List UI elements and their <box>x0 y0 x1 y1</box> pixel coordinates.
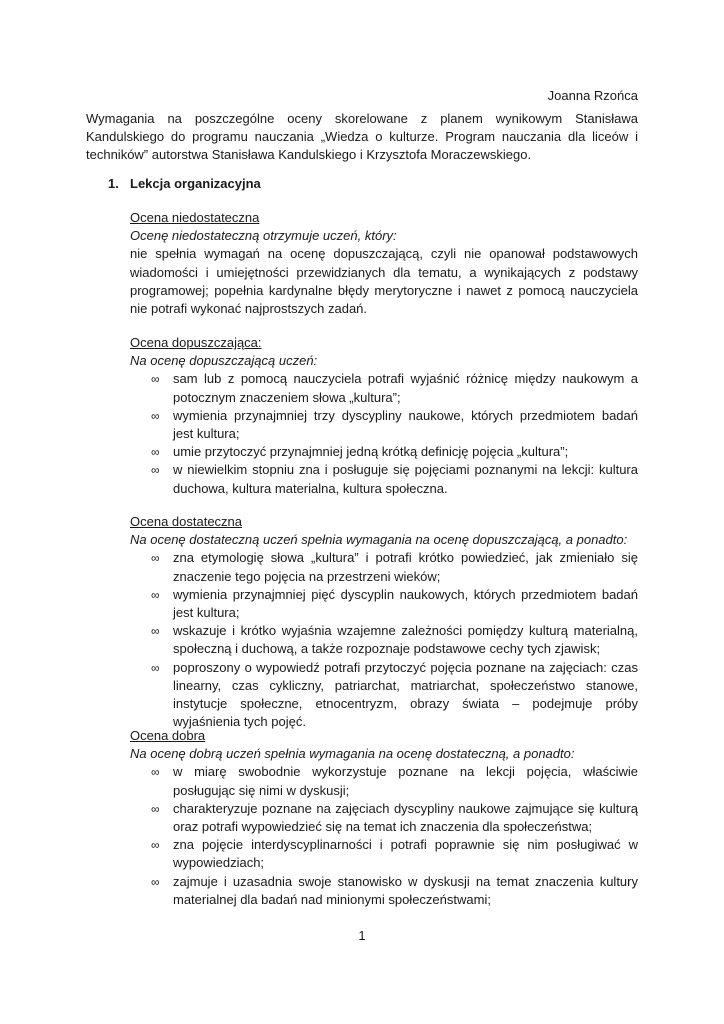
section-heading <box>108 175 261 193</box>
list-item <box>130 443 638 461</box>
infinity-bullet-icon: ∞ <box>151 838 160 853</box>
list-item <box>130 659 638 732</box>
infinity-bullet-icon: ∞ <box>151 408 160 423</box>
list-item-text: zna pojęcie interdyscyplinarności i potrafi poprawnie się nim posługiwać w wypowiedziach; <box>173 837 638 871</box>
grade-heading: Ocena niedostateczna <box>130 210 260 225</box>
grade-lead: Na ocenę dopuszczającą uczeń: <box>130 353 318 369</box>
infinity-bullet-icon: ∞ <box>151 445 160 460</box>
grade-lead: Ocenę niedostateczną otrzymuje uczeń, który: <box>130 228 397 244</box>
grade-heading: Ocena dobra <box>130 728 206 743</box>
list-item <box>130 370 638 406</box>
infinity-bullet-icon: ∞ <box>151 765 160 780</box>
infinity-bullet-icon: ∞ <box>151 874 160 889</box>
grade-block-sufficient <box>130 334 638 498</box>
list-item <box>130 836 638 872</box>
grade-heading: Ocena dopuszczająca: <box>130 335 262 350</box>
list-item-text: wskazuje i krótko wyjaśnia wzajemne zależności pomiędzy kulturą materialną, społeczną i duchową, a także rozpoznaje podstawowe cechy tych zjawisk; <box>173 623 638 657</box>
list-item <box>130 622 638 658</box>
infinity-bullet-icon: ∞ <box>151 587 160 602</box>
grade-heading: Ocena dostateczna <box>130 514 243 529</box>
infinity-bullet-icon: ∞ <box>151 551 160 566</box>
author-name: Joanna Rzońca <box>547 88 638 103</box>
list-item-text: poproszony o wypowiedź potrafi przytoczyć pojęcia poznane na zajęciach: czas linearny, czas cykliczny, patriarchat, matriarchat, społeczeństwo stanowe, instytucje społeczne, etnocentryzm, obrazy świata – podejmuje próby wyjaśnienia tych pojęć. <box>173 659 638 730</box>
list-item-text: w miarę swobodnie wykorzystuje poznane na lekcji pojęcia, właściwie posługując się nimi w dyskusji; <box>173 764 638 798</box>
grade-block-good <box>130 727 638 909</box>
list-item <box>130 461 638 497</box>
infinity-bullet-icon: ∞ <box>151 463 160 478</box>
grade-block-insufficient <box>130 209 638 318</box>
grade-lead: Na ocenę dobrą uczeń spełnia wymagania na ocenę dostateczną, a ponadto: <box>130 746 575 762</box>
list-item-text: umie przytoczyć przynajmniej jedną krótką definicję pojęcia „kultura”; <box>173 444 569 460</box>
criteria-list <box>130 763 638 909</box>
section-title: Lekcja organizacyjna <box>130 176 261 191</box>
grade-block-satisfactory <box>130 513 638 731</box>
list-item <box>130 549 638 585</box>
criteria-list <box>130 370 638 497</box>
list-item-text: zajmuje i uzasadnia swoje stanowisko w dyskusji na temat znaczenia kultury materialnej dla badań nad minionymi społeczeństwami; <box>173 873 638 907</box>
list-item-text: wymienia przynajmniej pięć dyscyplin naukowych, których przedmiotem badań jest kultura; <box>173 586 638 621</box>
grade-description: nie spełnia wymagań na ocenę dopuszczającą, czyli nie opanował podstawowych wiadomości i umiejętności przewidzianych dla tematu, a wynikających z podstawy programowej; popełnia kardynalne błędy merytoryczne i nawet z pomocą nauczyciela nie potrafi wykonać najprostszych zadań. <box>130 246 638 317</box>
grade-lead: Na ocenę dostateczną uczeń spełnia wymagania na ocenę dopuszczającą, a ponadto: <box>130 532 628 548</box>
infinity-bullet-icon: ∞ <box>151 624 160 639</box>
list-item-text: sam lub z pomocą nauczyciela potrafi wyjaśnić różnicę między naukowym a potocznym znaczeniem słowa „kultura”; <box>173 371 638 405</box>
list-item <box>130 586 638 622</box>
list-item-text: zna etymologię słowa „kultura” i potrafi krótko powiedzieć, jak zmieniało się znaczenie tego pojęcia na przestrzeni wieków; <box>173 550 638 584</box>
list-item <box>130 873 638 909</box>
list-item <box>130 763 638 799</box>
section-number: 1. <box>108 176 119 191</box>
infinity-bullet-icon: ∞ <box>151 660 160 675</box>
list-item <box>130 407 638 443</box>
list-item-text: wymienia przynajmniej trzy dyscypliny naukowe, których przedmiotem badań jest kultura; <box>173 407 638 442</box>
list-item <box>130 800 638 836</box>
intro-paragraph: Wymagania na poszczególne oceny skorelowane z planem wynikowym Stanisława Kandulskiego do programu nauczania „Wiedza o kulturze. Program nauczania dla liceów i techników” autorstwa Stanisława Kandulskiego i Krzysztofa Moraczewskiego. <box>86 111 638 163</box>
list-item-text: charakteryzuje poznane na zajęciach dyscypliny naukowe zajmujące się kulturą oraz potrafi wypowiedzieć się na temat ich znaczenia dla społeczeństwa; <box>173 800 638 835</box>
page-number: 1 <box>358 928 366 943</box>
criteria-list <box>130 549 638 731</box>
infinity-bullet-icon: ∞ <box>151 801 160 816</box>
infinity-bullet-icon: ∞ <box>151 372 160 387</box>
list-item-text: w niewielkim stopniu zna i posługuje się pojęciami poznanymi na lekcji: kultura duchowa, kultura materialna, kultura społeczna. <box>173 462 638 496</box>
